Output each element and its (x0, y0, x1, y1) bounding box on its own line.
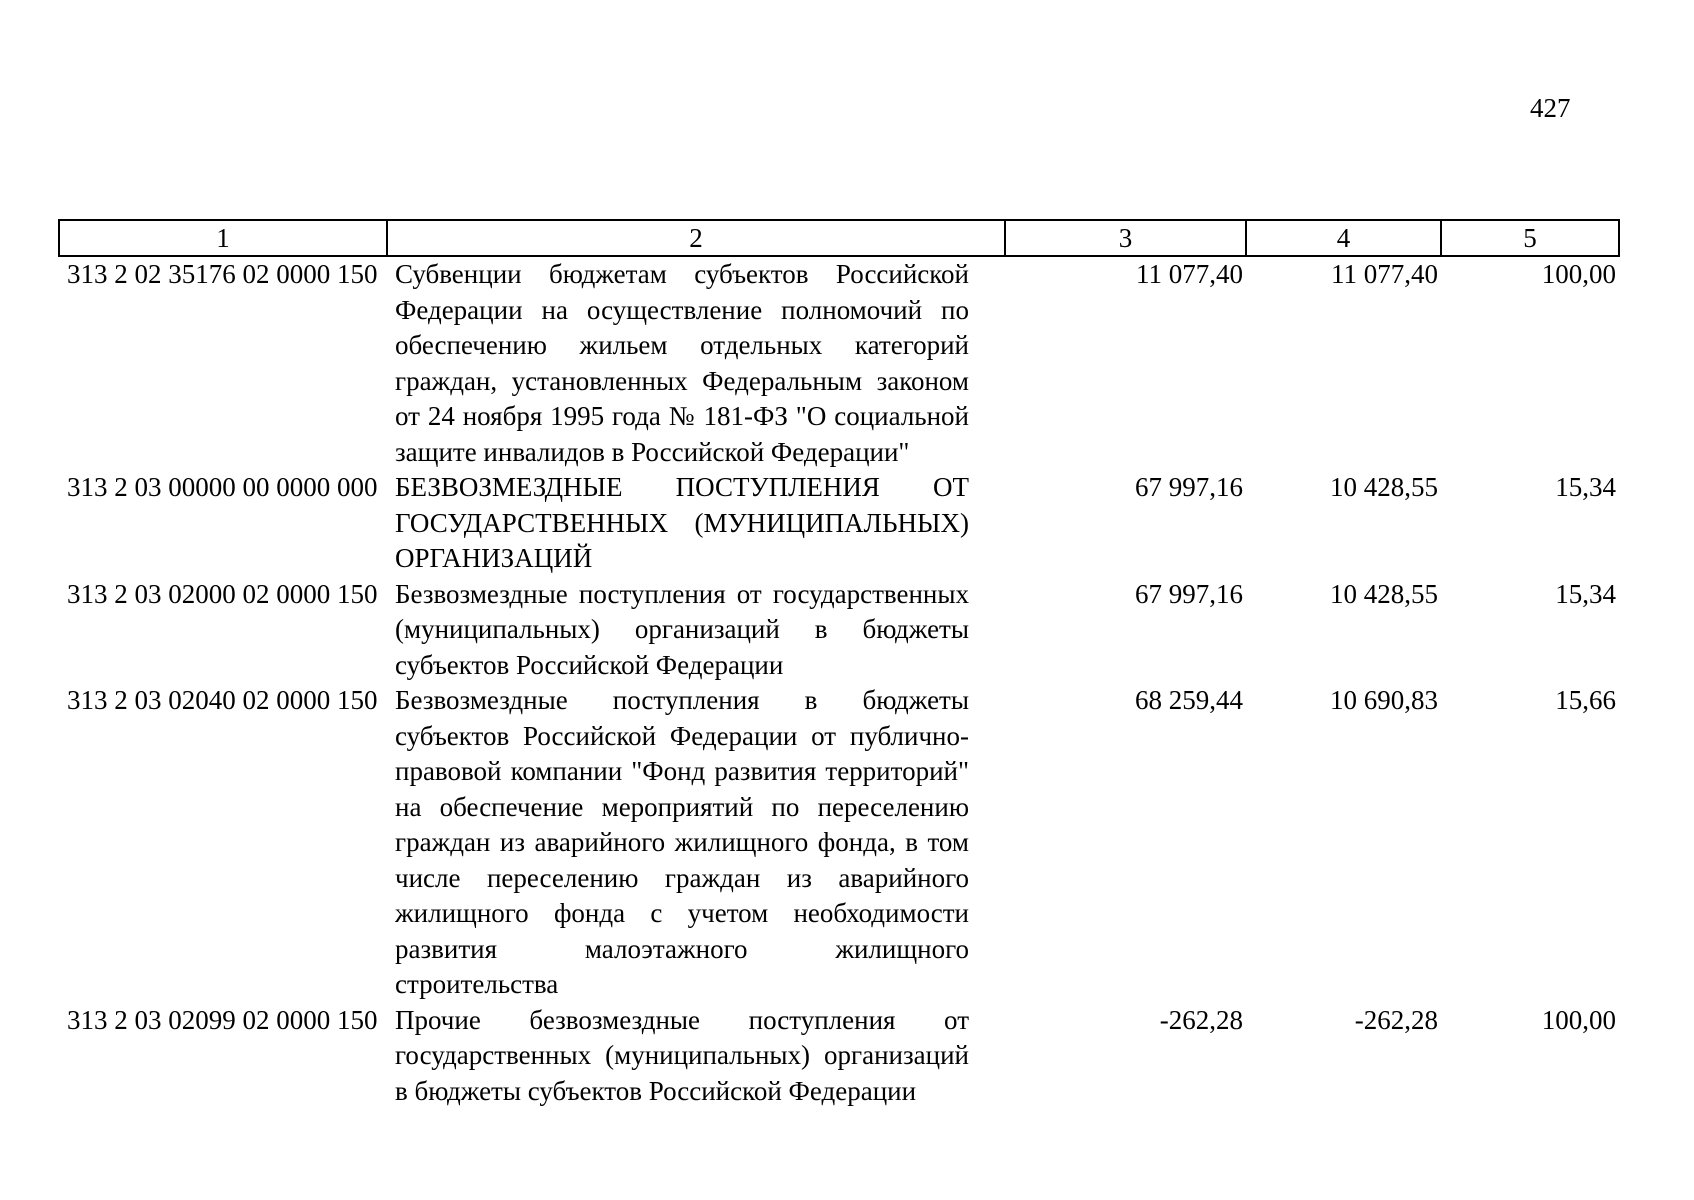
row-col3: 67 997,16 (1135, 472, 1243, 502)
table-row (59, 577, 1619, 684)
row-col4: 10 690,83 (1330, 685, 1438, 715)
header-col-5: 5 (1441, 220, 1619, 256)
row-name: Безвозмездные поступления от государственных (муниципальных) организаций в бюджеты субъектов Российской Федерации (395, 578, 969, 680)
page-number: 427 (1530, 93, 1571, 123)
row-col5: 15,66 (1555, 685, 1616, 715)
row-name: Субвенции бюджетам субъектов Российской Федерации на осуществление полномочий по обеспечению жильем отдельных категорий граждан, установленных Федеральным законом от 24 ноября 1995 года № 181-ФЗ "О социальной защите инвалидов в Российской Федерации" (395, 259, 969, 467)
row-col5: 100,00 (1541, 1004, 1616, 1035)
row-code: 313 2 03 02000 02 0000 150 (67, 578, 378, 609)
table-row (59, 1003, 1619, 1110)
row-col5: 15,34 (1555, 578, 1616, 609)
row-name: БЕЗВОЗМЕЗДНЫЕ ПОСТУПЛЕНИЯ ОТ ГОСУДАРСТВЕННЫХ (МУНИЦИПАЛЬНЫХ) ОРГАНИЗАЦИЙ (395, 472, 969, 573)
row-col4: 10 428,55 (1330, 472, 1438, 502)
row-code: 313 2 03 00000 00 0000 000 (67, 472, 378, 502)
row-col3: 68 259,44 (1135, 685, 1243, 715)
row-col3: 11 077,40 (1136, 259, 1243, 289)
budget-table (58, 219, 1620, 1109)
table-row (59, 470, 1619, 577)
table-row (59, 683, 1619, 1003)
row-col5: 15,34 (1555, 472, 1616, 502)
header-col-3: 3 (1005, 220, 1246, 256)
table-row (59, 256, 1619, 470)
row-code: 313 2 03 02040 02 0000 150 (67, 685, 378, 715)
row-col3: -262,28 (1159, 1004, 1243, 1035)
row-name: Прочие безвозмездные поступления от государственных (муниципальных) организаций в бюджеты субъектов Российской Федерации (395, 1004, 969, 1106)
row-col3: 67 997,16 (1135, 578, 1243, 609)
header-col-1: 1 (59, 220, 387, 256)
row-col4: -262,28 (1354, 1004, 1438, 1035)
row-code: 313 2 03 02099 02 0000 150 (67, 1004, 378, 1035)
row-code: 313 2 02 35176 02 0000 150 (67, 259, 378, 289)
row-col4: 11 077,40 (1331, 259, 1438, 289)
header-col-4: 4 (1246, 220, 1441, 256)
row-name: Безвозмездные поступления в бюджеты субъектов Российской Федерации от публично-правовой компании "Фонд развития территорий" на обеспечение мероприятий по переселению граждан из аварийного жилищного фонда, в том числе переселению граждан из аварийного жилищного фонда с учетом необходимости развития малоэтажного жилищного строительства (395, 685, 969, 999)
row-col4: 10 428,55 (1330, 578, 1438, 609)
row-col5: 100,00 (1541, 259, 1616, 289)
table-header-row (59, 220, 1619, 256)
header-col-2: 2 (387, 220, 1005, 256)
